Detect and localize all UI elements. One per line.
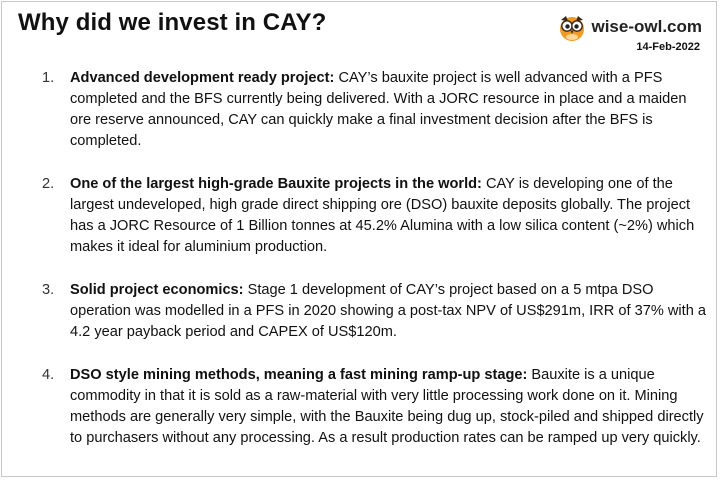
slide [1,1,717,477]
item-number: 3. [42,282,55,298]
item-body: Bauxite is a unique commodity in that it is sold as a raw-material with very little processing work done on it. Mining methods are generally very simple, with the Bauxite being dug up, stock-piled and shipped directly to purchasers without any processing. As a result production rates can be ramped up very quickly. [70,367,704,446]
slide-date: 14-Feb-2022 [636,41,700,53]
list-item [42,365,710,449]
owl-logo-icon [557,12,587,42]
item-heading: One of the largest high-grade Bauxite projects in the world: [70,176,482,192]
brand-logo [557,12,702,42]
list-item [42,280,710,343]
item-body: CAY’s bauxite project is well advanced with a PFS completed and the BFS currently being delivered. With a JORC resource in place and a maiden ore reserve announced, CAY can quickly make a final investment decision after the BFS is completed. [70,70,687,149]
item-number: 4. [42,367,55,383]
item-heading: DSO style mining methods, meaning a fast mining ramp-up stage: [70,367,528,383]
brand-name: wise-owl.com [591,17,702,36]
list-item [42,174,710,258]
item-heading: Solid project economics: [70,282,244,298]
item-number: 2. [42,176,55,192]
item-body: Stage 1 development of CAY’s project based on a 5 mtpa DSO operation was modelled in a PFS in 2020 showing a post-tax NPV of US$291m, IRR of 37% with a 4.2 year payback period and CAPEX of US$120m. [70,282,706,340]
list-item [42,68,710,152]
page-title: Why did we invest in CAY? [18,9,327,36]
reasons-list [42,68,710,471]
item-heading: Advanced development ready project: [70,70,335,86]
item-number: 1. [42,70,55,86]
item-body: CAY is developing one of the largest undeveloped, high grade direct shipping ore (DSO) bauxite deposits globally. The project has a JORC Resource of 1 Billion tonnes at 45.2% Alumina with a low silica content (~2%) which makes it ideal for aluminium production. [70,176,695,255]
